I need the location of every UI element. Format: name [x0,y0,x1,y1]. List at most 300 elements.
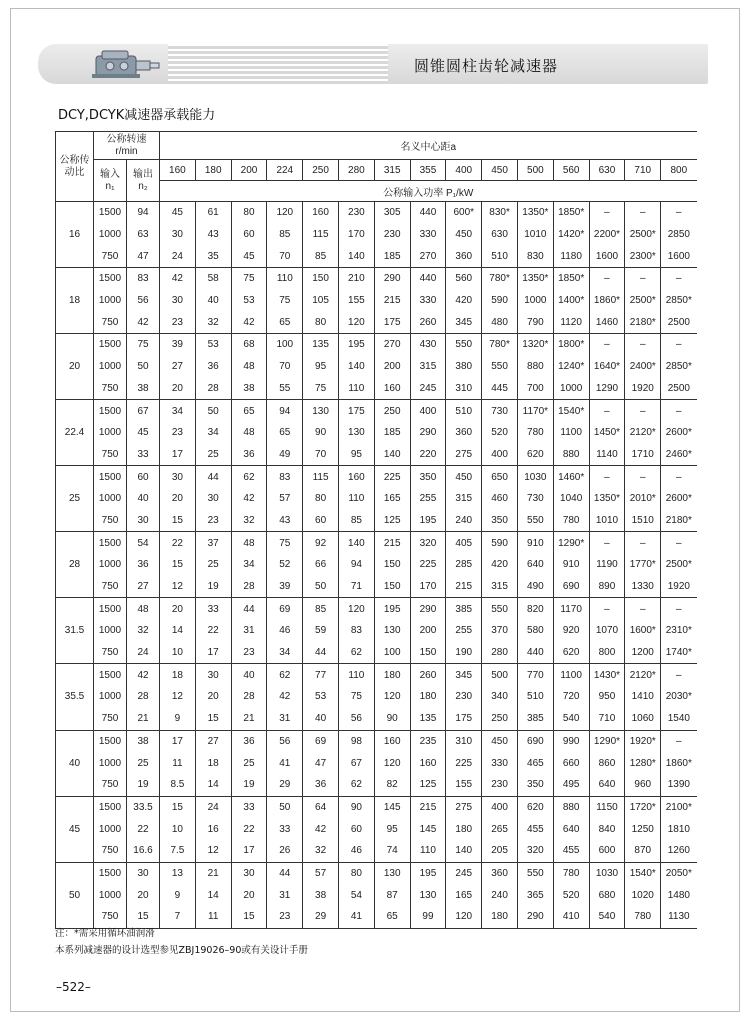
input-speed-cell: 1000 [94,290,127,312]
power-cell: 32 [303,840,339,862]
center-distance-cell: 224 [267,160,303,181]
input-speed-cell: 1500 [94,400,127,422]
power-cell: 140 [338,532,374,554]
power-cell: 680 [589,884,625,906]
input-speed-cell: 1500 [94,664,127,686]
power-cell: 690 [517,730,553,752]
power-cell: 830 [517,245,553,267]
ratio-cell: 40 [56,730,94,796]
power-cell: 1170 [553,598,589,620]
power-cell: 315 [446,488,482,510]
power-cell: 23 [231,642,267,664]
power-cell: 620 [517,444,553,466]
power-cell: 315 [482,576,518,598]
power-cell: 33 [231,796,267,818]
power-cell: 18 [195,752,231,774]
power-cell: 23 [160,422,196,444]
power-cell: 1170* [517,400,553,422]
power-cell: 1920* [625,730,661,752]
power-cell: 60 [231,224,267,246]
power-cell: 115 [303,224,339,246]
power-cell: 28 [231,576,267,598]
table-row [56,378,697,400]
power-cell: 510 [482,245,518,267]
power-cell: 50 [195,400,231,422]
output-speed-cell: 75 [127,334,160,356]
power-cell: 560 [446,268,482,290]
footnote-reference: 本系列减速器的设计选型参见ZBJ19026–90或有关设计手册 [55,945,308,956]
power-cell: 600 [589,840,625,862]
power-cell: 860 [589,752,625,774]
power-cell: 85 [338,510,374,532]
power-cell: 80 [303,488,339,510]
power-cell: 80 [303,311,339,333]
header-output-label: 输出 [133,168,153,180]
power-cell: 1430* [589,664,625,686]
power-cell: 80 [338,862,374,884]
input-speed-cell: 1500 [94,202,127,224]
power-cell: 1200 [625,642,661,664]
power-cell: 1810 [661,818,697,840]
power-cell: 255 [446,620,482,642]
power-cell: 165 [374,488,410,510]
power-cell: 42 [267,686,303,708]
power-cell: 890 [589,576,625,598]
center-distance-cell: 450 [482,160,518,181]
power-cell: 380 [446,356,482,378]
power-cell: 135 [410,708,446,730]
power-cell: 17 [160,730,196,752]
power-cell: 960 [625,774,661,796]
power-cell: 65 [374,906,410,928]
power-cell: 155 [446,774,482,796]
power-cell: 130 [410,884,446,906]
power-cell: 31 [267,884,303,906]
table-row [56,422,697,444]
power-cell: 69 [267,598,303,620]
power-cell: 260 [410,311,446,333]
power-cell: 75 [267,290,303,312]
power-cell: 550 [517,510,553,532]
power-cell: 350 [482,510,518,532]
output-speed-cell: 50 [127,356,160,378]
power-cell: 22 [160,532,196,554]
power-cell: 43 [195,224,231,246]
power-cell: 370 [482,620,518,642]
power-cell: 660 [553,752,589,774]
power-cell: 360 [446,422,482,444]
power-cell: 11 [195,906,231,928]
power-cell: 62 [338,642,374,664]
power-cell: 420 [446,290,482,312]
power-cell: 130 [338,422,374,444]
power-cell: 125 [410,774,446,796]
power-cell: 2500* [625,224,661,246]
input-speed-cell: 750 [94,245,127,267]
output-speed-cell: 33 [127,444,160,466]
input-speed-cell: 750 [94,774,127,796]
power-cell: 215 [374,532,410,554]
input-speed-cell: 750 [94,708,127,730]
power-cell: 2850* [661,290,697,312]
power-cell: – [625,202,661,224]
output-speed-cell: 21 [127,708,160,730]
table-row [56,576,697,598]
power-cell: 160 [303,202,339,224]
power-cell: 36 [303,774,339,796]
output-speed-cell: 42 [127,311,160,333]
power-cell: 230 [338,202,374,224]
input-speed-cell: 1500 [94,730,127,752]
power-cell: 64 [303,796,339,818]
header-speed-label: 公称转速 [106,133,147,145]
power-cell: 540 [553,708,589,730]
power-cell: 315 [410,356,446,378]
power-cell: 56 [267,730,303,752]
power-cell: 83 [267,466,303,488]
power-cell: 90 [338,796,374,818]
center-distance-cell: 355 [410,160,446,181]
power-cell: 225 [446,752,482,774]
input-speed-cell: 1500 [94,268,127,290]
power-cell: 230 [446,686,482,708]
power-cell: 1350* [589,488,625,510]
power-cell: 99 [410,906,446,928]
power-cell: 260 [410,664,446,686]
footnote-lubrication: 注：*需采用循环油润滑 [55,928,155,939]
power-cell: 330 [410,224,446,246]
power-cell: 75 [267,532,303,554]
table-caption: DCY,DCYK减速器承载能力 [58,108,216,123]
power-cell: 200 [374,356,410,378]
power-cell: 480 [482,311,518,333]
center-distance-cell: 630 [589,160,625,181]
power-cell: 1770* [625,554,661,576]
power-cell: 42 [303,818,339,840]
power-cell: 180 [374,664,410,686]
power-cell: 520 [482,422,518,444]
power-cell: 1710 [625,444,661,466]
power-cell: 75 [303,378,339,400]
ratio-cell: 45 [56,796,94,862]
power-cell: 77 [303,664,339,686]
power-cell: 910 [553,554,589,576]
power-cell: 350 [517,774,553,796]
power-cell: 140 [374,444,410,466]
power-cell: – [661,400,697,422]
power-cell: 430 [410,334,446,356]
power-cell: 100 [267,334,303,356]
power-cell: 2500 [661,311,697,333]
power-cell: 240 [446,510,482,532]
power-cell: 44 [267,862,303,884]
power-cell: 1740* [661,642,697,664]
output-speed-cell: 56 [127,290,160,312]
power-cell: 160 [374,730,410,752]
table-row [56,202,697,224]
power-cell: 210 [338,268,374,290]
power-cell: 385 [517,708,553,730]
power-cell: 170 [410,576,446,598]
output-speed-cell: 38 [127,378,160,400]
capacity-table [55,131,697,929]
power-cell: 410 [553,906,589,928]
center-distance-cell: 800 [661,160,697,181]
power-cell: 110 [338,664,374,686]
header-power: 公称输入功率 P₁/kW [160,181,697,202]
power-cell: 34 [195,422,231,444]
ratio-cell: 35.5 [56,664,94,730]
power-cell: 25 [195,554,231,576]
power-cell: 32 [195,311,231,333]
power-cell: 290 [517,906,553,928]
power-cell: 385 [446,598,482,620]
power-cell: 360 [482,862,518,884]
output-speed-cell: 16.6 [127,840,160,862]
power-cell: 345 [446,664,482,686]
power-cell: 21 [195,862,231,884]
power-cell: 9 [160,708,196,730]
table-row [56,642,697,664]
power-cell: 44 [231,598,267,620]
power-cell: 100 [374,642,410,664]
power-cell: 32 [231,510,267,532]
power-cell: 160 [410,752,446,774]
power-cell: 1510 [625,510,661,532]
power-cell: 840 [589,818,625,840]
power-cell: 195 [410,510,446,532]
power-cell: 12 [160,576,196,598]
power-cell: 2030* [661,686,697,708]
power-cell: 39 [267,576,303,598]
output-speed-cell: 32 [127,620,160,642]
table-row [56,796,697,818]
power-cell: 1190 [589,554,625,576]
power-cell: 85 [303,598,339,620]
power-cell: – [625,466,661,488]
power-cell: 880 [553,796,589,818]
power-cell: 265 [482,818,518,840]
power-cell: 1920 [661,576,697,598]
power-cell: 620 [553,642,589,664]
power-cell: 1600* [625,620,661,642]
power-cell: 230 [482,774,518,796]
power-cell: 58 [195,268,231,290]
power-cell: 45 [160,202,196,224]
power-cell: 40 [195,290,231,312]
output-speed-cell: 33.5 [127,796,160,818]
power-cell: 29 [303,906,339,928]
power-cell: – [661,730,697,752]
power-cell: 31 [231,620,267,642]
power-cell: 48 [231,532,267,554]
power-cell: 1860* [589,290,625,312]
power-cell: 57 [303,862,339,884]
header-input-symbol: n₁ [105,180,115,192]
input-speed-cell: 1500 [94,862,127,884]
table-row [56,444,697,466]
power-cell: 34 [231,554,267,576]
power-cell: 34 [160,400,196,422]
power-cell: 60 [303,510,339,532]
power-cell: 40 [303,708,339,730]
power-cell: 1920 [625,378,661,400]
input-speed-cell: 1000 [94,554,127,576]
power-cell: 39 [160,334,196,356]
power-cell: 710 [589,708,625,730]
power-cell: 800 [589,642,625,664]
power-cell: 40 [231,664,267,686]
output-speed-cell: 45 [127,422,160,444]
input-speed-cell: 750 [94,510,127,532]
power-cell: 440 [410,268,446,290]
power-cell: – [589,466,625,488]
table-row [56,598,697,620]
power-cell: 1150 [589,796,625,818]
input-speed-cell: 750 [94,906,127,928]
power-cell: 230 [374,224,410,246]
power-cell: 83 [338,620,374,642]
power-cell: 780 [553,862,589,884]
output-speed-cell: 24 [127,642,160,664]
power-cell: 62 [231,466,267,488]
power-cell: 780 [625,906,661,928]
power-cell: 640 [589,774,625,796]
power-cell: 23 [267,906,303,928]
power-cell: 320 [410,532,446,554]
power-cell: 280 [482,642,518,664]
power-cell: 1140 [589,444,625,466]
power-cell: 7.5 [160,840,196,862]
power-cell: 150 [410,642,446,664]
power-cell: 120 [338,598,374,620]
power-cell: 1640* [589,356,625,378]
power-cell: 1350* [517,202,553,224]
table-row [56,510,697,532]
power-cell: 120 [374,752,410,774]
input-speed-cell: 1000 [94,488,127,510]
power-cell: 1400* [553,290,589,312]
power-cell: 510 [446,400,482,422]
power-cell: 1130 [661,906,697,928]
power-cell: 30 [195,664,231,686]
power-cell: 215 [446,576,482,598]
power-cell: 53 [195,334,231,356]
table-row [56,620,697,642]
power-cell: 95 [374,818,410,840]
power-cell: 1540* [625,862,661,884]
power-cell: 23 [195,510,231,532]
power-cell: 12 [195,840,231,862]
power-cell: 450 [482,730,518,752]
power-cell: 1120 [553,311,589,333]
power-cell: – [661,268,697,290]
power-cell: – [661,466,697,488]
power-cell: 240 [482,884,518,906]
power-cell: 170 [338,224,374,246]
power-cell: 1480 [661,884,697,906]
power-cell: 330 [482,752,518,774]
table-row [56,245,697,267]
power-cell: 1280* [625,752,661,774]
center-distance-cell: 200 [231,160,267,181]
center-distance-cell: 250 [303,160,339,181]
power-cell: 70 [303,444,339,466]
power-cell: 41 [338,906,374,928]
power-cell: 85 [303,245,339,267]
power-cell: 175 [374,311,410,333]
power-cell: 24 [195,796,231,818]
power-cell: 2120* [625,664,661,686]
gear-reducer-icon [90,48,162,81]
power-cell: 340 [482,686,518,708]
power-cell: 160 [374,378,410,400]
power-cell: 400 [482,444,518,466]
power-cell: 2180* [625,311,661,333]
power-cell: 270 [410,245,446,267]
power-cell: 44 [195,466,231,488]
header-ratio [56,132,94,202]
power-cell: 18 [160,664,196,686]
power-cell: 640 [517,554,553,576]
power-cell: 20 [160,488,196,510]
power-cell: 130 [374,862,410,884]
power-cell: 2460* [661,444,697,466]
input-speed-cell: 1500 [94,532,127,554]
power-cell: 185 [374,245,410,267]
power-cell: 13 [160,862,196,884]
input-speed-cell: 750 [94,444,127,466]
ratio-cell: 25 [56,466,94,532]
header-banner [38,44,708,84]
output-speed-cell: 15 [127,906,160,928]
power-cell: 115 [303,466,339,488]
power-cell: 71 [338,576,374,598]
power-cell: 14 [195,884,231,906]
power-cell: 245 [410,378,446,400]
power-cell: 510 [517,686,553,708]
center-distance-cell: 180 [195,160,231,181]
power-cell: 110 [267,268,303,290]
power-cell: 43 [267,510,303,532]
power-cell: – [589,202,625,224]
power-cell: 1860* [661,752,697,774]
power-cell: – [625,268,661,290]
table-row [56,466,697,488]
power-cell: 2500* [661,554,697,576]
power-cell: – [661,598,697,620]
power-cell: 440 [517,642,553,664]
input-speed-cell: 1000 [94,356,127,378]
power-cell: 910 [517,532,553,554]
center-distance-cell: 160 [160,160,196,181]
power-cell: 275 [446,444,482,466]
power-cell: 780 [553,510,589,532]
power-cell: 250 [482,708,518,730]
power-cell: 140 [446,840,482,862]
power-cell: 30 [231,862,267,884]
table-row [56,532,697,554]
power-cell: 1350* [517,268,553,290]
power-cell: 38 [303,884,339,906]
header-speed [94,132,160,160]
power-cell: 53 [303,686,339,708]
power-cell: 690 [553,576,589,598]
input-speed-cell: 1000 [94,224,127,246]
power-cell: 7 [160,906,196,928]
power-cell: – [661,202,697,224]
center-distance-cell: 315 [374,160,410,181]
